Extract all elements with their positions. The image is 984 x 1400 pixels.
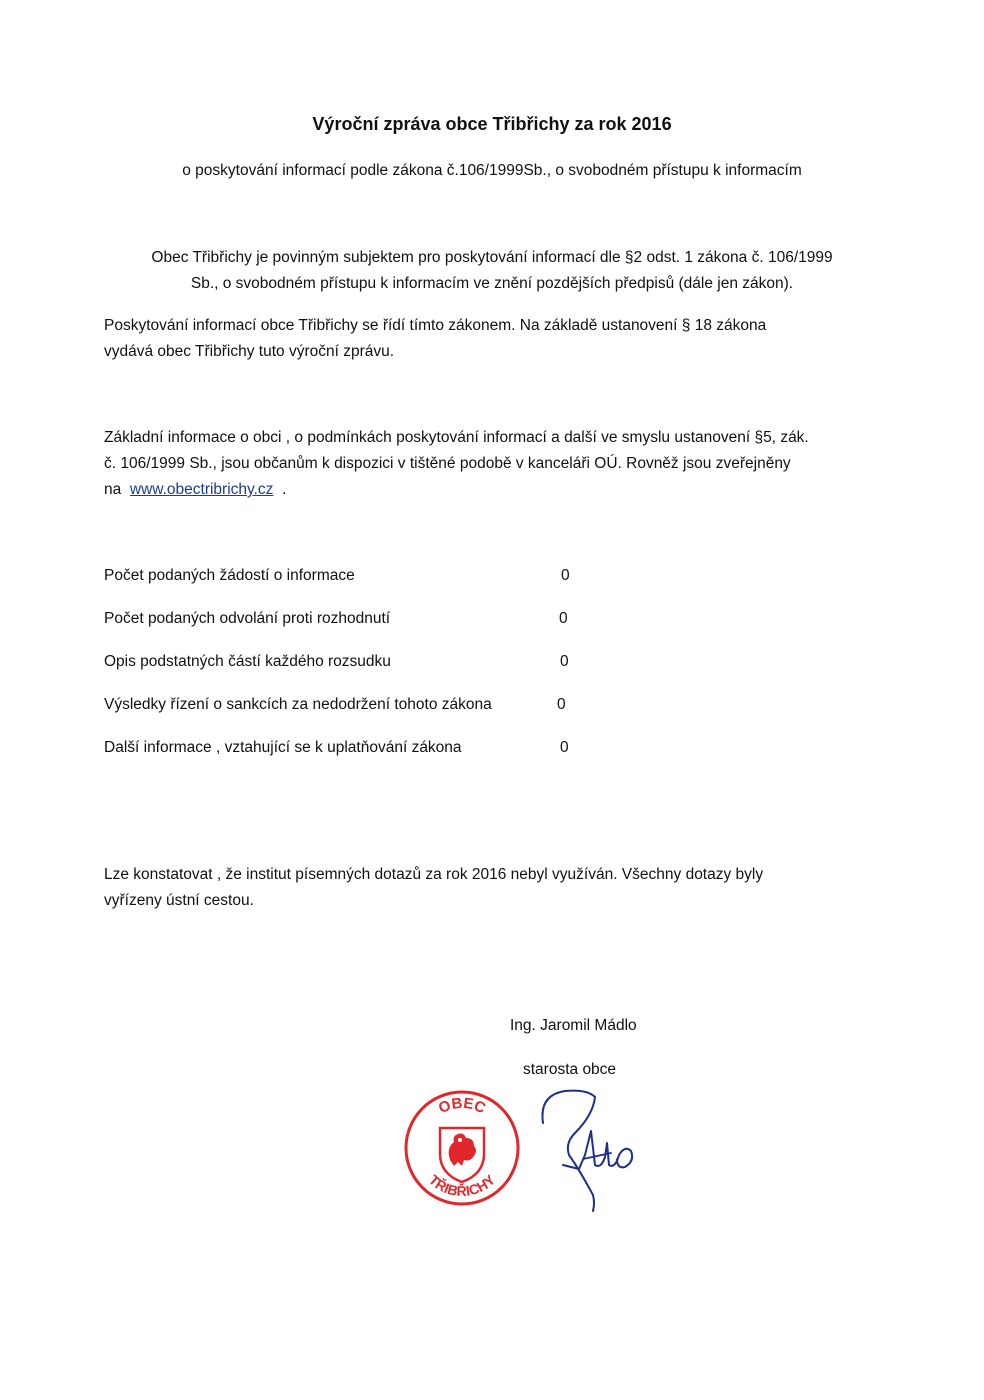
signatory-name: Ing. Jaromil Mádlo (510, 1017, 637, 1034)
paragraph-line: Obec Třibřichy je povinným subjektem pro poskytování informací dle §2 odst. 1 zákona č. 106/1999 (151, 249, 833, 266)
stat-row (104, 735, 704, 778)
paragraph-conclusion (104, 862, 864, 914)
website-link[interactable]: www.obectribrichy.cz (129, 481, 274, 498)
stat-value: 0 (557, 696, 566, 713)
paragraph-line: Sb., o svobodném přístupu k informacím ve znění pozdějších předpisů (dále jen zákon). (190, 275, 794, 292)
paragraph-line: Lze konstatovat , že institut písemných dotazů za rok 2016 nebyl využíván. Všechny dotazy byly (104, 866, 764, 883)
paragraph-basic-info (104, 425, 884, 503)
paragraph-line: vydává obec Třibřichy tuto výroční zprávu. (104, 343, 395, 360)
coat-of-arms-icon (440, 1128, 484, 1182)
stat-row (104, 692, 704, 735)
stat-value: 0 (559, 610, 568, 627)
municipal-stamp (402, 1088, 522, 1208)
stat-row (104, 649, 704, 692)
paragraph-line: Poskytování informací obce Třibřichy se řídí tímto zákonem. Na základě ustanovení § 18 zákona (104, 317, 767, 334)
document-title: Výroční zpráva obce Třibřichy za rok 2016 (312, 114, 672, 134)
signatory-role: starosta obce (523, 1061, 617, 1078)
stat-label: Počet podaných odvolání proti rozhodnutí (104, 610, 391, 627)
stamp-text-top: OBEC (436, 1094, 488, 1118)
handwritten-signature (535, 1085, 645, 1215)
stat-label: Výsledky řízení o sankcích za nedodržení tohoto zákona (104, 696, 492, 713)
paragraph-line: Základní informace o obci , o podmínkách poskytování informací a další ve smyslu ustanovení §5, zák. (104, 429, 809, 446)
paragraph-line: vyřízeny ústní cestou. (104, 892, 254, 909)
stat-value: 0 (560, 739, 569, 756)
paragraph-suffix: . (282, 481, 287, 498)
stat-label: Opis podstatných částí každého rozsudku (104, 653, 391, 670)
stat-value: 0 (561, 567, 570, 584)
paragraph-obligation (0, 245, 984, 297)
stat-label: Počet podaných žádostí o informace (104, 567, 355, 584)
paragraph-prefix: na (104, 481, 122, 498)
stamp-text-bottom: TŘIBŘICHY (425, 1171, 499, 1200)
stat-value: 0 (560, 653, 569, 670)
paragraph-annual-report (104, 313, 864, 365)
paragraph-line (104, 477, 884, 503)
document-subtitle: o poskytování informací podle zákona č.106/1999Sb., o svobodném přístupu k informacím (182, 162, 802, 179)
statistics-list (104, 563, 704, 778)
stat-row (104, 563, 704, 606)
stat-row (104, 606, 704, 649)
stat-label: Další informace , vztahující se k uplatňování zákona (104, 739, 462, 756)
paragraph-line: č. 106/1999 Sb., jsou občanům k dispozici v tištěné podobě v kanceláři OÚ. Rovněž jsou zveřejněny (104, 455, 791, 472)
